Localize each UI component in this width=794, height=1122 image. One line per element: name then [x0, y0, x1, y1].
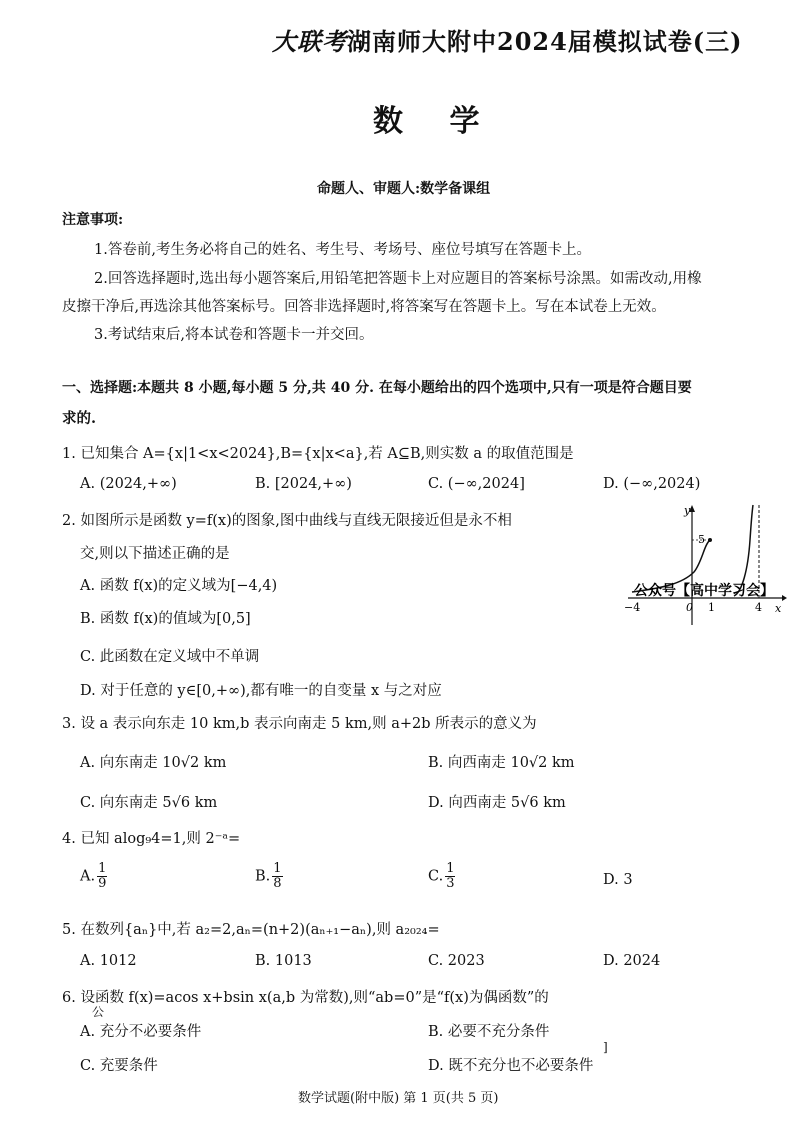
q4-option-c-label: C. — [428, 868, 444, 885]
fraction-denominator: 8 — [273, 876, 282, 891]
header-title: 湖南师大附中2024届模拟试卷(三) — [347, 27, 743, 56]
function-graph — [622, 500, 787, 630]
exam-header — [272, 22, 743, 57]
q1-option-a: A. (2024,+∞) — [80, 476, 177, 492]
x-axis-arrow-icon — [782, 595, 787, 601]
q4-option-a-label: A. — [80, 868, 96, 885]
fraction-denominator: 3 — [446, 876, 455, 891]
notice-item-3: 3.考试结束后,将本试卷和答题卡一并交回。 — [94, 327, 374, 343]
q2-stem-cont: 交,则以下描述正确的是 — [80, 546, 230, 562]
q6-option-a: A. 充分不必要条件 — [80, 1024, 202, 1040]
stray-bracket: ] — [603, 1040, 608, 1054]
fraction-numerator: 1 — [273, 861, 282, 876]
x-tick-0: 0 — [686, 601, 693, 614]
q6-option-c: C. 充要条件 — [80, 1058, 158, 1074]
section-heading-cont: 求的. — [62, 410, 97, 427]
page-title: 数 学 — [373, 104, 498, 139]
q2-stem: 2. 如图所示是函数 y=f(x)的图象,图中曲线与直线无限接近但是永不相 — [62, 513, 512, 529]
q4-option-c — [428, 862, 455, 891]
x-tick-4: 4 — [755, 601, 762, 614]
q6-stem: 6. 设函数 f(x)=acos x+bsin x(a,b 为常数),则“ab=0”是“f(x)为偶函数”的 — [62, 990, 549, 1006]
q2-option-a: A. 函数 f(x)的定义域为[−4,4) — [80, 578, 278, 594]
fraction-denominator: 9 — [98, 876, 107, 891]
section-heading: 一、选择题:本题共 8 小题,每小题 5 分,共 40 分. 在每小题给出的四个选项中,只有一项是符合题目要 — [62, 380, 692, 396]
page-footer: 数学试题(附中版) 第 1 页(共 5 页) — [298, 1091, 499, 1106]
q1-option-c: C. (−∞,2024] — [428, 476, 525, 492]
q3-option-c: C. 向东南走 5√6 km — [80, 795, 218, 811]
watermark: 公众号【高中学习会】 — [634, 583, 774, 599]
q4-option-d: D. 3 — [603, 872, 633, 888]
q3-option-d: D. 向西南走 5√6 km — [428, 795, 566, 811]
x-tick-1: 1 — [708, 601, 715, 614]
q5-option-b: B. 1013 — [255, 953, 312, 969]
y-tick-5: 5 — [698, 533, 705, 546]
q3-option-b: B. 向西南走 10√2 km — [428, 755, 575, 771]
q5-option-d: D. 2024 — [603, 953, 661, 969]
q1-option-d: D. (−∞,2024) — [603, 476, 701, 492]
q5-stem: 5. 在数列{aₙ}中,若 a₂=2,aₙ=(n+2)(aₙ₊₁−aₙ),则 a₂₀₂₄= — [62, 922, 440, 938]
notice-item-2-cont: 皮擦干净后,再选涂其他答案标号。回答非选择题时,将答案写在答题卡上。写在本试卷上无效。 — [62, 299, 666, 315]
q4-stem: 4. 已知 alog₉4=1,则 2⁻ᵃ= — [62, 831, 241, 847]
x-axis-label: x — [775, 602, 782, 615]
q3-option-a: A. 向东南走 10√2 km — [80, 755, 227, 771]
q4-option-b-fraction — [272, 862, 282, 891]
notice-heading: 注意事项: — [62, 212, 124, 228]
q1-option-b: B. [2024,+∞) — [255, 476, 352, 492]
authors-line: 命题人、审题人:数学备课组 — [317, 181, 491, 197]
stray-char: 公 — [92, 1005, 105, 1019]
header-brand: 大联考 — [272, 27, 347, 56]
q4-option-a — [80, 862, 107, 891]
q5-option-a: A. 1012 — [80, 953, 137, 969]
q4-option-a-fraction — [97, 862, 107, 891]
q3-stem: 3. 设 a 表示向东走 10 km,b 表示向南走 5 km,则 a+2b 所表示的意义为 — [62, 716, 537, 732]
notice-item-2: 2.回答选择题时,选出每小题答案后,用铅笔把答题卡上对应题目的答案标号涂黑。如需改动,用橡 — [94, 271, 702, 287]
q6-option-d: D. 既不充分也不必要条件 — [428, 1058, 594, 1074]
q2-option-c: C. 此函数在定义域中不单调 — [80, 649, 260, 665]
x-tick-neg4: −4 — [624, 601, 641, 614]
q4-option-b-label: B. — [255, 868, 271, 885]
q2-option-d: D. 对于任意的 y∈[0,+∞),都有唯一的自变量 x 与之对应 — [80, 683, 442, 699]
q6-option-b: B. 必要不充分条件 — [428, 1024, 550, 1040]
notice-item-1: 1.答卷前,考生务必将自己的姓名、考生号、考场号、座位号填写在答题卡上。 — [94, 242, 591, 258]
fraction-numerator: 1 — [98, 861, 107, 876]
q5-option-c: C. 2023 — [428, 953, 485, 969]
q4-option-c-fraction — [445, 862, 455, 891]
q4-option-b — [255, 862, 283, 891]
fraction-numerator: 1 — [446, 861, 455, 876]
y-axis-label: y — [684, 504, 691, 517]
q2-option-b: B. 函数 f(x)的值域为[0,5] — [80, 611, 251, 627]
q1-stem: 1. 已知集合 A={x|1<x<2024},B={x|x<a},若 A⊆B,则实数 a 的取值范围是 — [62, 446, 574, 462]
